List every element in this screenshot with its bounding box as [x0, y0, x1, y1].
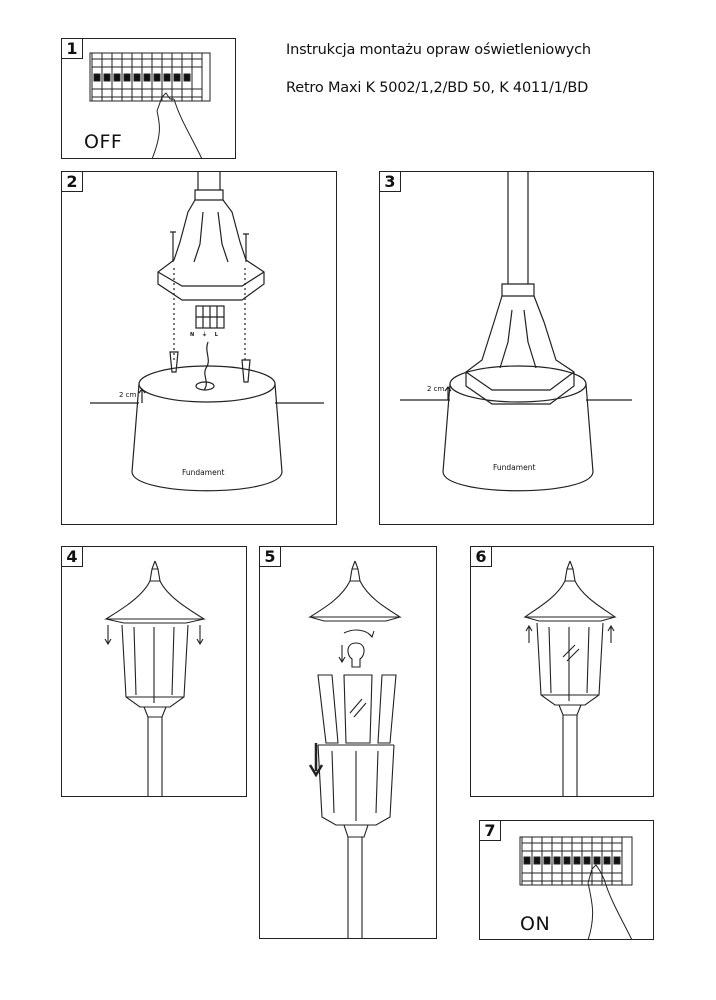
pole-mounted-on-foundation-illustration — [380, 172, 655, 526]
step-7-panel — [479, 820, 654, 940]
step-number: 6 — [470, 546, 492, 567]
document-title: Instrukcja montażu opraw oświetleniowych — [286, 42, 591, 58]
terminal-labels — [190, 331, 221, 338]
depth-label: 2 cm — [119, 391, 137, 399]
terminal-label-n: N — [190, 332, 198, 338]
step-6-panel — [470, 546, 654, 797]
step-number: 7 — [479, 820, 501, 841]
terminal-label-earth: ⏚ — [201, 332, 210, 338]
depth-label: 2 cm — [427, 385, 445, 393]
step-5-panel — [259, 546, 437, 939]
lantern-roof-screws-loosen-illustration — [62, 547, 248, 798]
terminal-label-l: L — [214, 332, 221, 338]
lantern-disassembly-bulb-glass-illustration — [260, 547, 438, 940]
circuit-breaker-switch-on-illustration — [480, 821, 655, 941]
foundation-label: Fundament — [493, 463, 536, 472]
off-label: OFF — [84, 131, 123, 153]
lantern-roof-screws-tighten-illustration — [471, 547, 655, 798]
step-4-panel — [61, 546, 247, 797]
step-number: 3 — [379, 171, 401, 192]
step-number: 1 — [61, 38, 83, 59]
step-1-panel — [61, 38, 236, 159]
step-number: 2 — [61, 171, 83, 192]
foundation-label: Fundament — [182, 468, 225, 477]
document-subtitle: Retro Maxi K 5002/1,2/BD 50, K 4011/1/BD — [286, 80, 589, 96]
on-label: ON — [520, 913, 551, 935]
step-number: 4 — [61, 546, 83, 567]
step-3-panel — [379, 171, 654, 525]
step-2-panel — [61, 171, 337, 525]
step-number: 5 — [259, 546, 281, 567]
